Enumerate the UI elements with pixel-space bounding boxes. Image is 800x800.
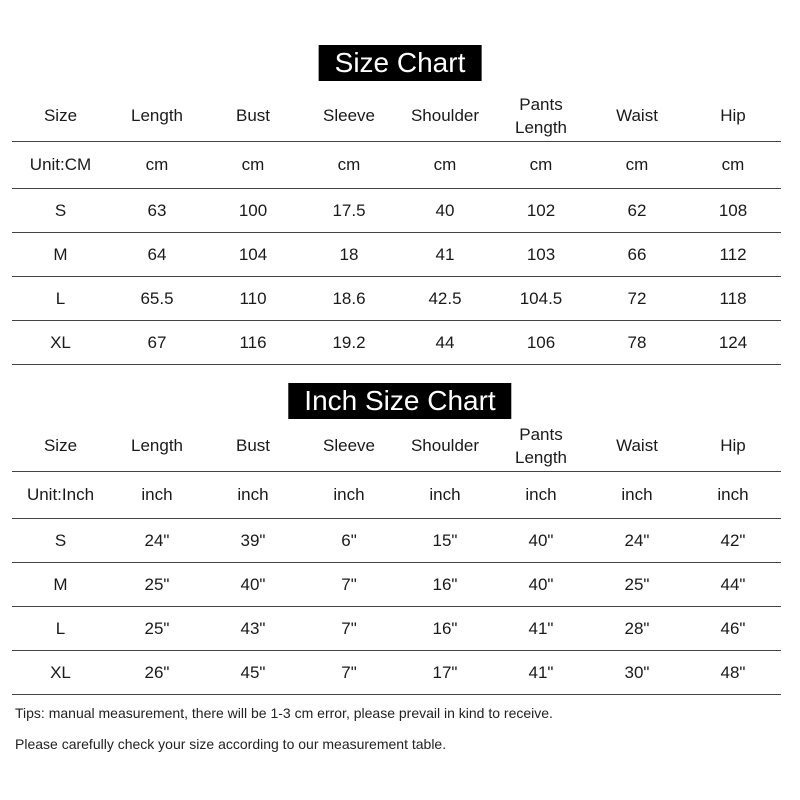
- table-cell: 7": [301, 651, 397, 695]
- table-cell: 103: [493, 233, 589, 277]
- table-cell: 64: [109, 233, 205, 277]
- table-row: [12, 563, 781, 607]
- table-cell: 25": [589, 563, 685, 607]
- table-cell: 18.6: [301, 277, 397, 321]
- header-cell: Sleeve: [301, 90, 397, 142]
- header-cell: Size: [12, 90, 109, 142]
- tip-check-size: Please carefully check your size according to our measurement table.: [15, 736, 447, 752]
- unit-row: [12, 472, 781, 519]
- table-row: [12, 189, 781, 233]
- header-cell: Size: [12, 420, 109, 472]
- table-cell: 17.5: [301, 189, 397, 233]
- table-cell: 40: [397, 189, 493, 233]
- inch-size-table: [12, 420, 781, 695]
- table-cell: 18: [301, 233, 397, 277]
- header-cell: Shoulder: [397, 420, 493, 472]
- unit-cell: inch: [205, 472, 301, 519]
- header-cell: Bust: [205, 420, 301, 472]
- table-cell: 106: [493, 321, 589, 365]
- table-cell: 40": [205, 563, 301, 607]
- table-cell: 46": [685, 607, 781, 651]
- table-cell: S: [12, 189, 109, 233]
- table-cell: S: [12, 519, 109, 563]
- header-cell: Length: [109, 420, 205, 472]
- unit-cell: cm: [397, 142, 493, 189]
- header-cell: Length: [109, 90, 205, 142]
- header-cell: Pants Length: [493, 420, 589, 472]
- unit-cell: cm: [205, 142, 301, 189]
- unit-cell: inch: [493, 472, 589, 519]
- table-row: [12, 651, 781, 695]
- inch-size-chart-title: Inch Size Chart: [288, 383, 511, 419]
- tip-measurement-error: Tips: manual measurement, there will be 1-3 cm error, please prevail in kind to receive.: [15, 705, 553, 721]
- unit-cell: inch: [685, 472, 781, 519]
- table-row: [12, 277, 781, 321]
- table-cell: 102: [493, 189, 589, 233]
- table-cell: 40": [493, 519, 589, 563]
- size-chart-title: Size Chart: [319, 45, 482, 81]
- table-cell: 28": [589, 607, 685, 651]
- header-row: [12, 420, 781, 472]
- table-cell: 110: [205, 277, 301, 321]
- table-cell: 25": [109, 563, 205, 607]
- table-cell: 24": [589, 519, 685, 563]
- unit-cell: cm: [109, 142, 205, 189]
- table-cell: L: [12, 607, 109, 651]
- table-row: [12, 519, 781, 563]
- unit-cell: Unit:CM: [12, 142, 109, 189]
- table-cell: 15": [397, 519, 493, 563]
- header-cell: Waist: [589, 90, 685, 142]
- table-cell: 40": [493, 563, 589, 607]
- unit-cell: cm: [685, 142, 781, 189]
- table-cell: 48": [685, 651, 781, 695]
- table-row: [12, 233, 781, 277]
- table-cell: 65.5: [109, 277, 205, 321]
- table-cell: 24": [109, 519, 205, 563]
- unit-cell: inch: [301, 472, 397, 519]
- table-cell: 116: [205, 321, 301, 365]
- table-cell: 78: [589, 321, 685, 365]
- unit-cell: cm: [301, 142, 397, 189]
- table-cell: 42.5: [397, 277, 493, 321]
- header-cell: Hip: [685, 420, 781, 472]
- header-cell: Pants Length: [493, 90, 589, 142]
- table-cell: XL: [12, 321, 109, 365]
- header-cell: Waist: [589, 420, 685, 472]
- table-row: [12, 321, 781, 365]
- table-cell: 41: [397, 233, 493, 277]
- table-cell: 30": [589, 651, 685, 695]
- header-cell: Bust: [205, 90, 301, 142]
- table-cell: 41": [493, 651, 589, 695]
- unit-cell: inch: [397, 472, 493, 519]
- table-cell: 112: [685, 233, 781, 277]
- table-cell: 43": [205, 607, 301, 651]
- table-cell: 25": [109, 607, 205, 651]
- table-cell: M: [12, 563, 109, 607]
- table-cell: 66: [589, 233, 685, 277]
- cm-size-table: [12, 90, 781, 365]
- header-row: [12, 90, 781, 142]
- table-cell: 42": [685, 519, 781, 563]
- unit-row: [12, 142, 781, 189]
- header-cell: Hip: [685, 90, 781, 142]
- table-cell: 63: [109, 189, 205, 233]
- table-cell: 45": [205, 651, 301, 695]
- unit-cell: inch: [589, 472, 685, 519]
- table-cell: 100: [205, 189, 301, 233]
- table-cell: 104.5: [493, 277, 589, 321]
- table-cell: 7": [301, 563, 397, 607]
- table-cell: 44: [397, 321, 493, 365]
- table-cell: 124: [685, 321, 781, 365]
- unit-cell: inch: [109, 472, 205, 519]
- table-cell: 44": [685, 563, 781, 607]
- unit-cell: Unit:Inch: [12, 472, 109, 519]
- unit-cell: cm: [589, 142, 685, 189]
- table-cell: 17": [397, 651, 493, 695]
- table-cell: L: [12, 277, 109, 321]
- table-cell: 67: [109, 321, 205, 365]
- table-cell: 118: [685, 277, 781, 321]
- table-cell: 26": [109, 651, 205, 695]
- table-cell: 6": [301, 519, 397, 563]
- table-cell: 104: [205, 233, 301, 277]
- table-cell: 72: [589, 277, 685, 321]
- table-cell: 108: [685, 189, 781, 233]
- table-cell: 19.2: [301, 321, 397, 365]
- table-cell: M: [12, 233, 109, 277]
- table-cell: XL: [12, 651, 109, 695]
- header-cell: Sleeve: [301, 420, 397, 472]
- table-cell: 62: [589, 189, 685, 233]
- table-cell: 16": [397, 563, 493, 607]
- table-cell: 16": [397, 607, 493, 651]
- table-cell: 41": [493, 607, 589, 651]
- header-cell: Shoulder: [397, 90, 493, 142]
- table-cell: 39": [205, 519, 301, 563]
- table-cell: 7": [301, 607, 397, 651]
- table-row: [12, 607, 781, 651]
- unit-cell: cm: [493, 142, 589, 189]
